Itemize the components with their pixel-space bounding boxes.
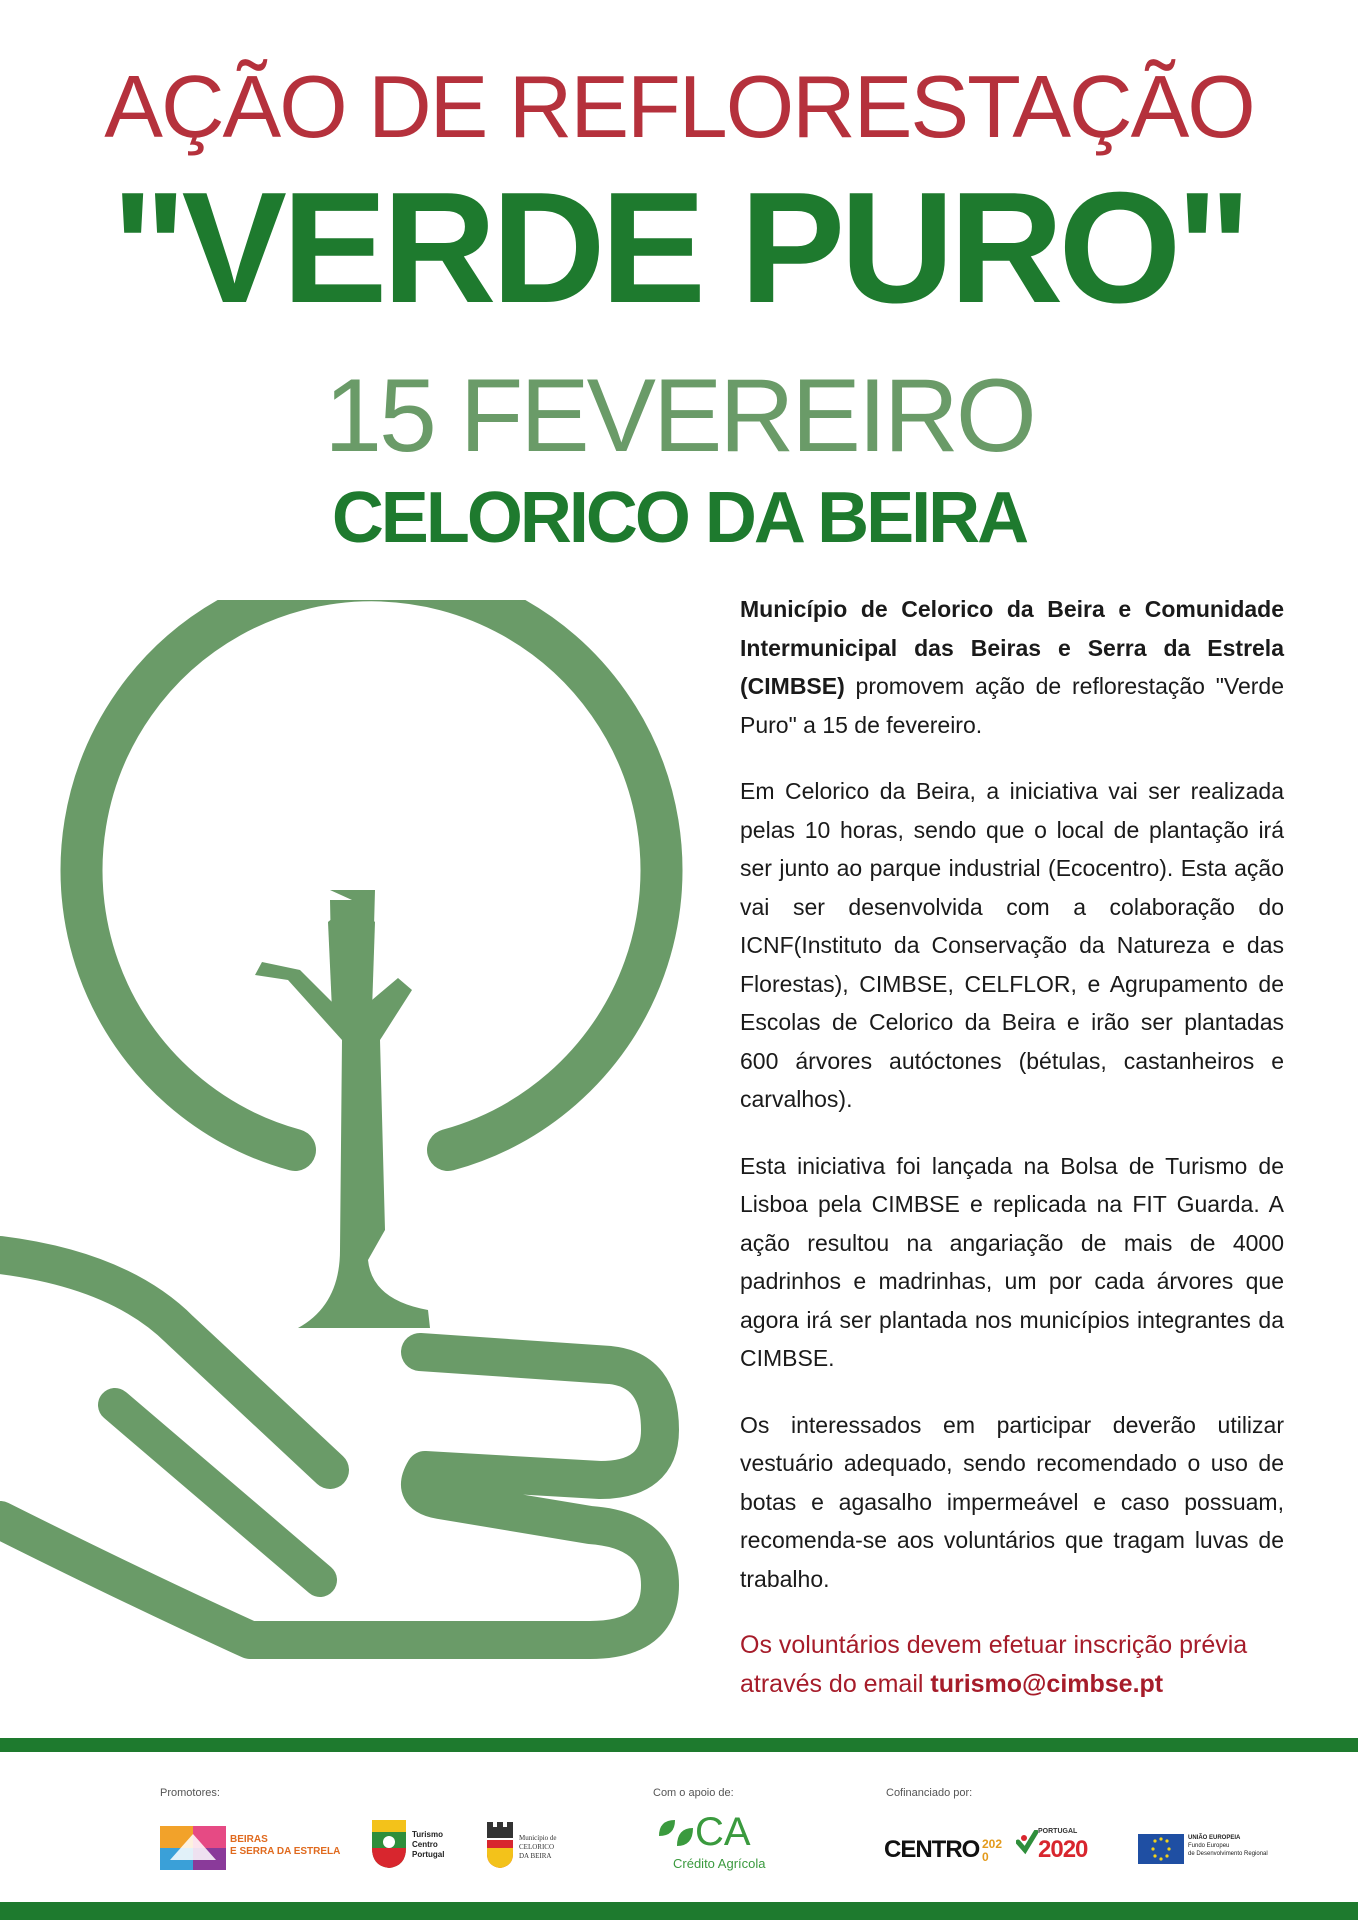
ue-line1: UNIÃO EUROPEIA [1188,1835,1241,1841]
ue-line2: Fundo Europeu [1188,1843,1230,1849]
logo-credito-agricola [655,1810,766,1871]
footer-bottom-rule [0,1902,1358,1920]
turismo-line3: Portugal [412,1850,445,1859]
registration-note [740,1626,1284,1703]
title-acao-reflorestacao: AÇÃO DE REFLORESTAÇÃO [104,57,1254,156]
footer-top-rule [0,1738,1358,1752]
celorico-castle-icon [485,1820,515,1870]
logo-centro-2020 [884,1836,1003,1864]
beiras-line1: BEIRAS [230,1834,268,1845]
logo-beiras-serra-estrela [160,1826,341,1875]
tree-hand-illustration [0,600,700,1720]
beiras-mark-icon [160,1826,226,1870]
title-verde-puro: "VERDE PURO" [111,160,1247,336]
paragraph-2: Em Celorico da Beira, a iniciativa vai ser realizada pelas 10 horas, sendo que o local de plantação irá ser junto ao parque industrial (Ecocentro). Esta ação vai ser desenvolvida com a colaboração do ICNF(Instituto da Conservação da Natureza e das Florestas), CIMBSE, CELFLOR, e Agrupamento de Escolas de Celorico da Beira e irão ser plantadas 600 árvores autóctones (bétulas, castanheiros e carvalhos). [740,778,1284,1112]
article-body [740,590,1284,1731]
centro-text: CENTRO [884,1836,980,1863]
paragraph-3: Esta iniciativa foi lançada na Bolsa de Turismo de Lisboa pela CIMBSE e replicada na FIT Guarda. A ação resultou na angariação de mais de 4000 padrinhos e madrinhas, um por cada árvores que agora irá ser plantada nos municípios integrantes da CIMBSE. [740,1152,1284,1371]
paragraph-4: Os interessados em participar deverão utilizar vestuário adequado, sendo recomendado o uso de botas e agasalho impermeável e caso possuam, recomenda-se aos voluntários que tragam luvas de trabalho. [740,1411,1284,1592]
portugal-check-icon [1016,1830,1038,1856]
logo-turismo-centro-portugal [370,1818,445,1875]
paragraph-1 [740,590,1284,744]
portugal-2020-text: 2020 [1038,1836,1088,1863]
beiras-line2: E SERRA DA ESTRELA [230,1846,341,1857]
label-promotores: Promotores: [160,1787,220,1799]
paragraph-1-rest: promovem ação de reflorestação "Verde Puro" a 15 de fevereiro. [740,673,1284,738]
event-date: 15 FEVEREIRO [324,358,1034,474]
sprout-bud [328,902,375,1010]
label-cofinanciado: Cofinanciado por: [886,1787,973,1799]
turismo-line1: Turismo [412,1830,443,1839]
turismo-mark-icon [370,1818,408,1870]
centro-digits: 2020 [982,1837,1003,1864]
logo-portugal-2020 [1016,1828,1088,1863]
logo-municipio-celorico [485,1820,557,1875]
hand-lower [0,1352,660,1640]
ca-subtitle: Crédito Agrícola [673,1856,766,1871]
turismo-line2: Centro [412,1840,438,1849]
ue-line3: de Desenvolvimento Regional [1188,1851,1268,1857]
event-place: CELORICO DA BEIRA [331,478,1027,558]
ca-letters: CA [695,1810,751,1854]
registration-email[interactable]: turismo@cimbse.pt [930,1669,1164,1698]
credito-agricola-leaf-icon [655,1816,695,1850]
eu-flag-icon [1138,1834,1184,1864]
paragraph-1-bold: Município de Celorico da Beira e Comunidade Intermunicipal das Beiras e Serra da Estrela (CIMBSE) [740,596,1284,699]
portugal-small-text: PORTUGAL [1038,1828,1078,1835]
registration-text: Os voluntários devem efetuar inscrição prévia através do email [740,1631,1248,1698]
celorico-line3: DA BEIRA [519,1852,552,1860]
celorico-line1: Município de [519,1834,557,1842]
celorico-line2: CELORICO [519,1843,554,1851]
logo-uniao-europeia [1138,1834,1268,1869]
label-apoio: Com o apoio de: [653,1787,734,1799]
